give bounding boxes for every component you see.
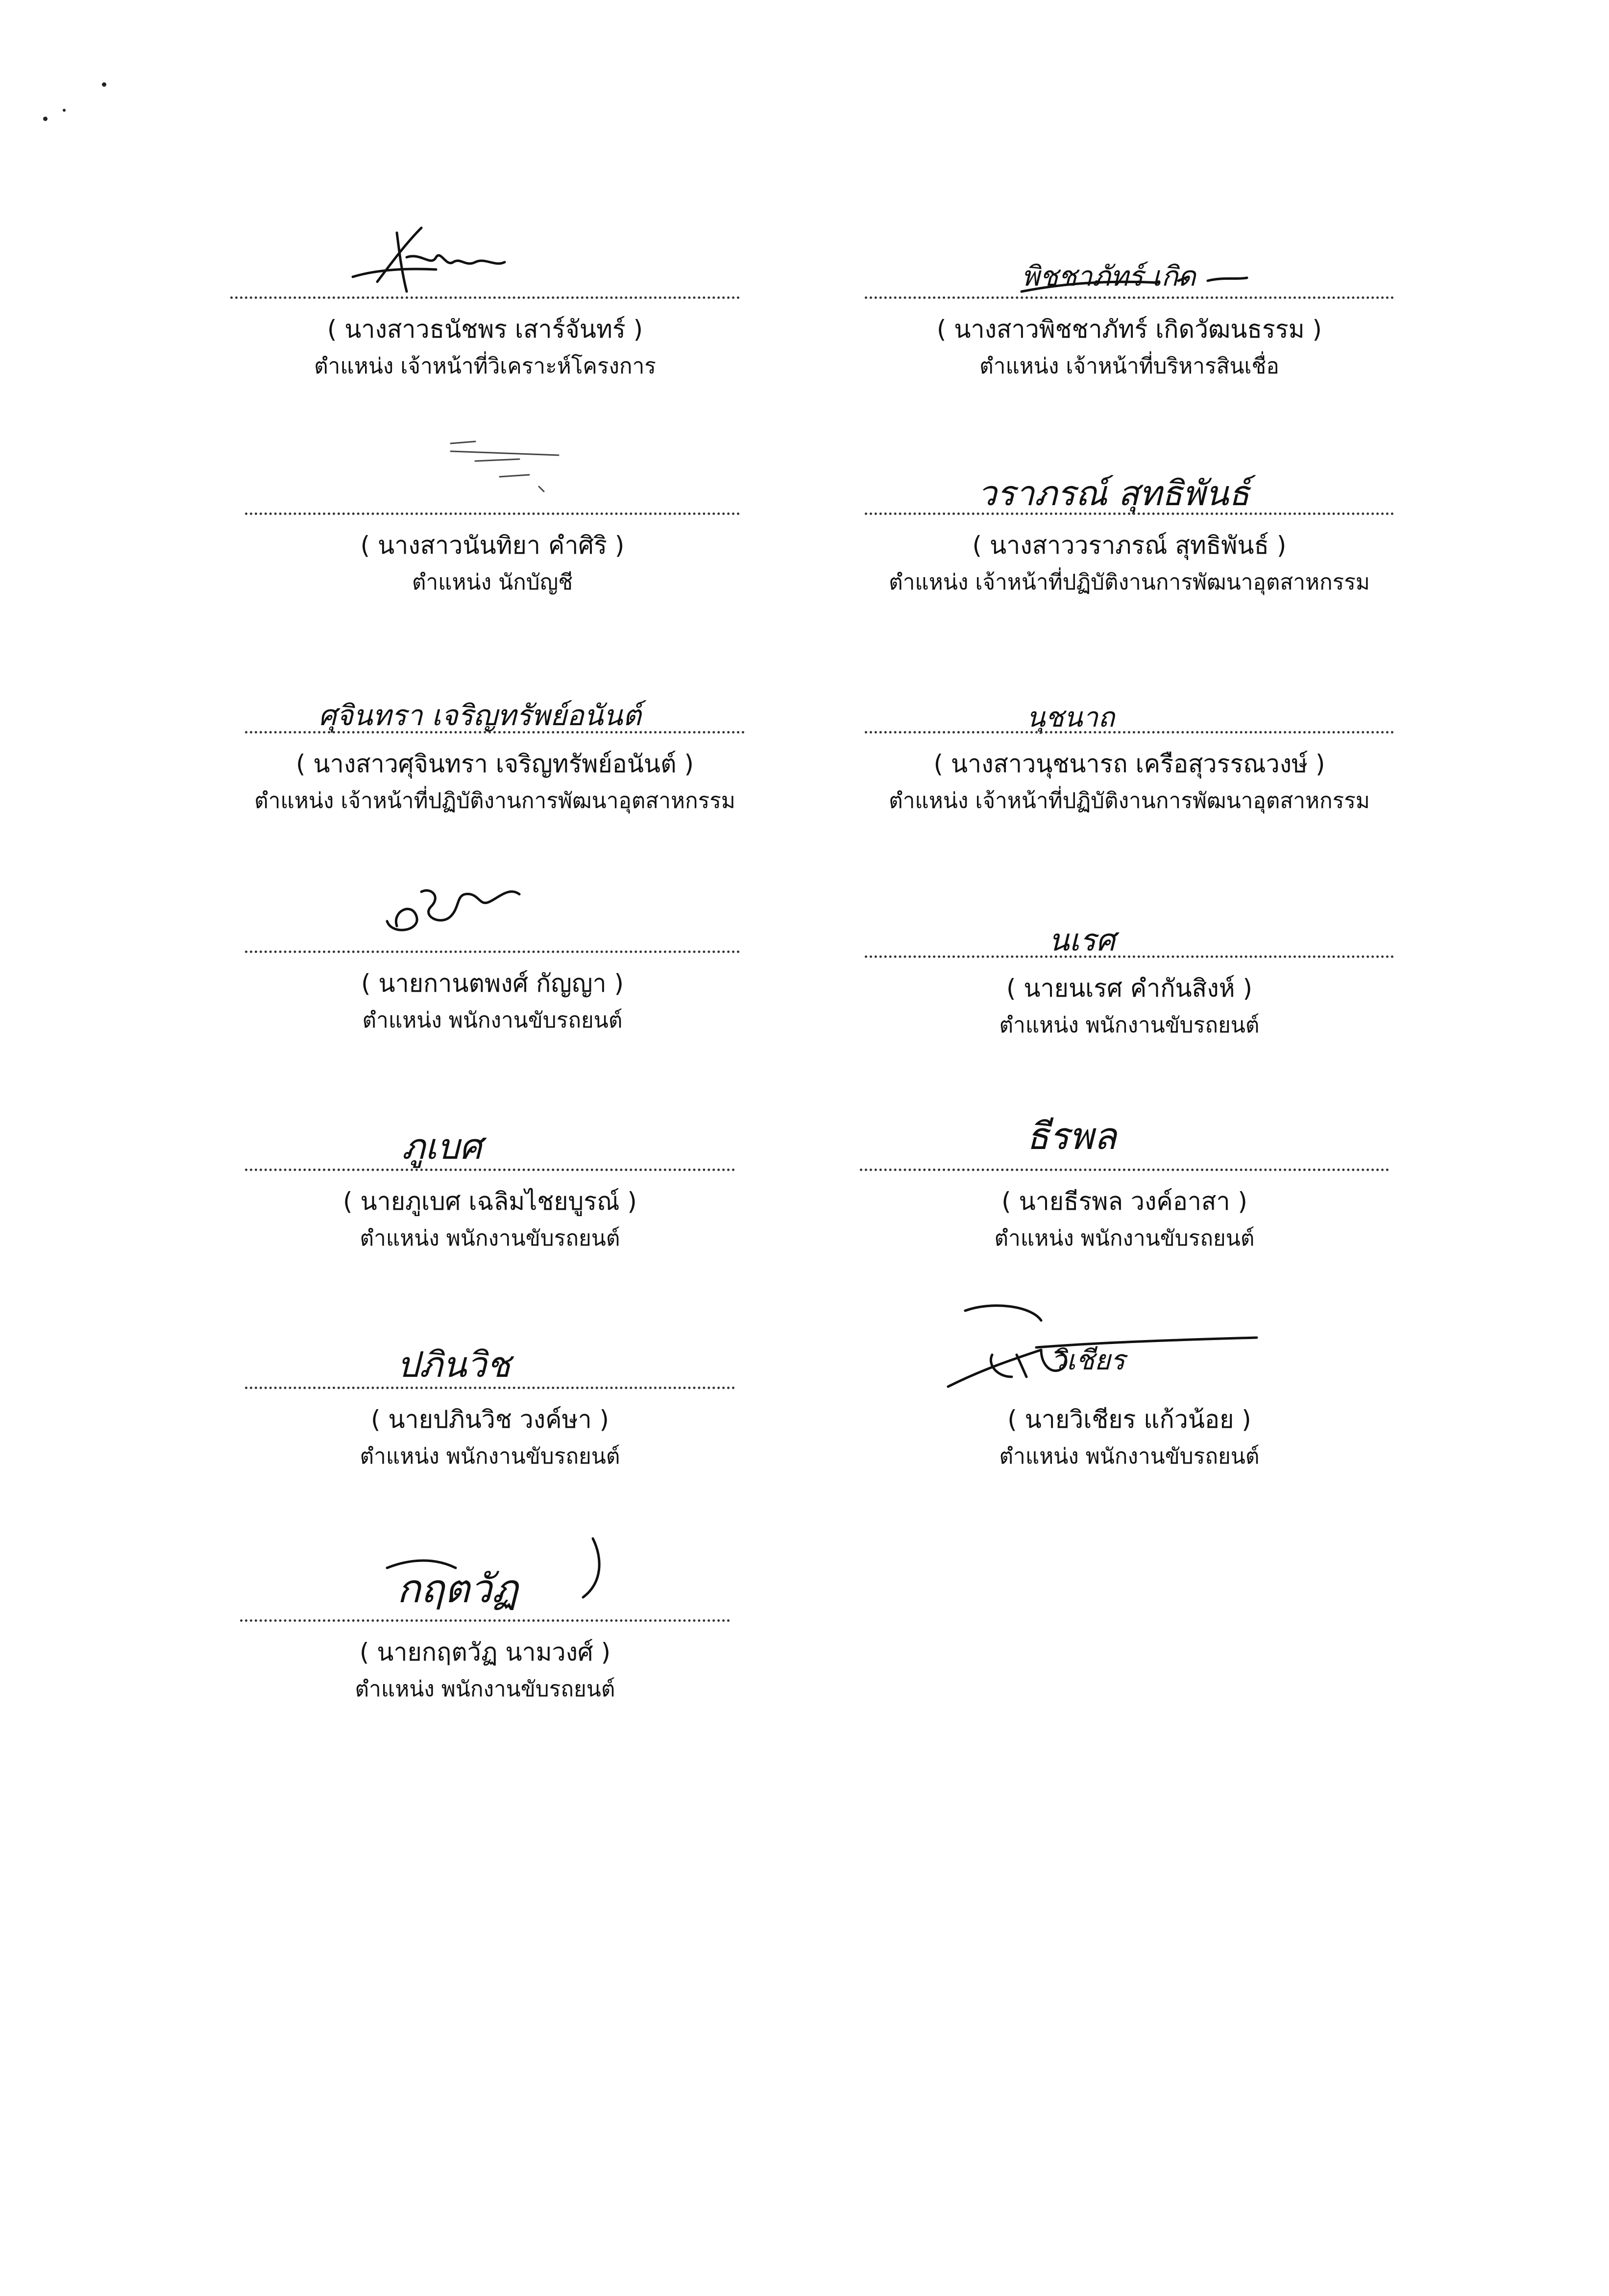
signature-area xyxy=(865,1296,1394,1389)
signatory-name: ( นางสาวศุจินทรา เจริญทรัพย์อนันต์ ) xyxy=(296,750,694,778)
signature-line xyxy=(865,731,1394,733)
handwritten-signature xyxy=(865,1296,1394,1389)
signatory-name: ( นายกานตพงศ์ กัญญา ) xyxy=(361,969,624,998)
signatory-name: ( นายกฤตวัฏ นามวงศ์ ) xyxy=(359,1638,611,1666)
signatory-position: ตำแหน่ง นักบัญชี xyxy=(412,570,573,595)
signatory-position: ตำแหน่ง พนักงานขับรถยนต์ xyxy=(999,1013,1260,1038)
signatory-position: ตำแหน่ง พนักงานขับรถยนต์ xyxy=(994,1226,1255,1251)
signatory-name: ( นายภูเบศ เฉลิมไชยบูรณ์ ) xyxy=(343,1187,637,1216)
handwritten-signature xyxy=(245,1311,735,1389)
signature-block xyxy=(245,1090,735,1253)
signature-handwriting: พิชชาภัทร์ เกิด xyxy=(1022,261,1196,293)
signature-block xyxy=(860,1090,1389,1253)
signatory-name: ( นางสาววราภรณ์ สุทธิพันธ์ ) xyxy=(972,531,1287,560)
signature-area xyxy=(230,223,740,299)
signature-handwriting: ธีรพล xyxy=(1026,1114,1117,1158)
signature-area xyxy=(865,438,1394,515)
signature-handwriting: วราภรณ์ สุทธิพันธ์ xyxy=(977,473,1250,513)
signatory-position: ตำแหน่ง เจ้าหน้าที่วิเคราะห์โครงการ xyxy=(314,354,656,379)
signatory-name: ( นางสาวพิชชาภัทร์ เกิดวัฒนธรรม ) xyxy=(936,315,1322,343)
handwritten-signature xyxy=(245,1090,735,1171)
signatory-position: ตำแหน่ง พนักงานขับรถยนต์ xyxy=(999,1444,1260,1469)
signature-line xyxy=(245,1387,735,1389)
signature-area xyxy=(245,1090,735,1171)
handwritten-signature xyxy=(865,872,1394,958)
signatory-name: ( นางสาวนันทิยา คำศิริ ) xyxy=(360,531,625,560)
scan-speck xyxy=(102,82,106,87)
signature-area xyxy=(245,669,745,733)
signature-line xyxy=(240,1619,730,1622)
scan-speck xyxy=(43,117,48,121)
signature-block xyxy=(865,669,1394,816)
signature-line xyxy=(230,296,740,299)
signature-handwriting: ปภินวิช xyxy=(397,1344,511,1385)
signatory-position: ตำแหน่ง พนักงานขับรถยนต์ xyxy=(355,1677,615,1702)
handwritten-signature xyxy=(230,223,740,299)
signatory-position: ตำแหน่ง เจ้าหน้าที่บริหารสินเชื่อ xyxy=(979,354,1279,379)
scan-speck xyxy=(63,109,66,112)
handwritten-signature xyxy=(860,1090,1389,1171)
signature-line xyxy=(865,513,1394,515)
signature-line xyxy=(865,296,1394,299)
signature-block xyxy=(245,872,740,1035)
signature-block xyxy=(240,1529,730,1704)
signature-block xyxy=(865,438,1394,597)
signature-handwriting: ภูเบศ xyxy=(402,1126,482,1167)
signatory-position: ตำแหน่ง พนักงานขับรถยนต์ xyxy=(360,1226,620,1251)
signature-block xyxy=(245,1311,735,1471)
signature-area xyxy=(245,438,740,515)
signature-block xyxy=(865,1296,1394,1471)
signature-area xyxy=(245,872,740,953)
signatory-position: ตำแหน่ง พนักงานขับรถยนต์ xyxy=(362,1008,623,1033)
signature-block xyxy=(245,438,740,597)
signature-line xyxy=(245,951,740,953)
signatory-name: ( นายวิเชียร แก้วน้อย ) xyxy=(1007,1405,1251,1434)
signatory-name: ( นางสาวนุชนารถ เครือสุวรรณวงษ์ ) xyxy=(933,750,1325,778)
signature-line xyxy=(245,731,745,733)
signatory-position: ตำแหน่ง เจ้าหน้าที่ปฏิบัติงานการพัฒนาอุตสาหกรรม xyxy=(254,788,735,813)
signature-handwriting: ศุจินทรา เจริญทรัพย์อนันต์ xyxy=(318,699,641,732)
signatory-name: ( นายปภินวิช วงค์ษา ) xyxy=(370,1405,609,1434)
handwritten-signature xyxy=(865,223,1394,299)
signatory-name: ( นางสาวธนัชพร เสาร์จันทร์ ) xyxy=(327,315,643,343)
signatory-position: ตำแหน่ง เจ้าหน้าที่ปฏิบัติงานการพัฒนาอุตสาหกรรม xyxy=(889,788,1370,813)
signatory-name: ( นายนเรศ คำกันสิงห์ ) xyxy=(1006,974,1252,1002)
signature-block xyxy=(865,872,1394,1040)
signature-area xyxy=(865,669,1394,733)
signature-handwriting: กฤตวัฏ xyxy=(397,1566,518,1612)
signature-line xyxy=(245,513,740,515)
signature-block xyxy=(865,223,1394,381)
signature-area xyxy=(240,1529,730,1622)
handwritten-signature xyxy=(865,669,1394,733)
signatory-position: ตำแหน่ง พนักงานขับรถยนต์ xyxy=(360,1444,620,1469)
signatory-position: ตำแหน่ง เจ้าหน้าที่ปฏิบัติงานการพัฒนาอุตสาหกรรม xyxy=(889,570,1370,595)
signature-handwriting: นุชนาถ xyxy=(1026,702,1115,733)
handwritten-signature xyxy=(245,669,745,733)
signature-block xyxy=(245,669,745,816)
handwritten-signature xyxy=(245,872,740,953)
signature-area xyxy=(860,1090,1389,1171)
signature-area xyxy=(865,223,1394,299)
signature-line xyxy=(860,1169,1389,1171)
signature-handwriting: นเรศ xyxy=(1048,922,1116,958)
handwritten-signature xyxy=(245,438,740,515)
signature-area xyxy=(245,1311,735,1389)
signature-handwriting: วิเชียร xyxy=(1051,1344,1125,1376)
signature-line xyxy=(245,1169,735,1171)
signature-block xyxy=(230,223,740,381)
signature-area xyxy=(865,872,1394,958)
handwritten-signature xyxy=(865,438,1394,515)
handwritten-signature xyxy=(240,1529,730,1622)
signatory-name: ( นายธีรพล วงค์อาสา ) xyxy=(1001,1187,1247,1216)
signature-line xyxy=(865,955,1394,958)
